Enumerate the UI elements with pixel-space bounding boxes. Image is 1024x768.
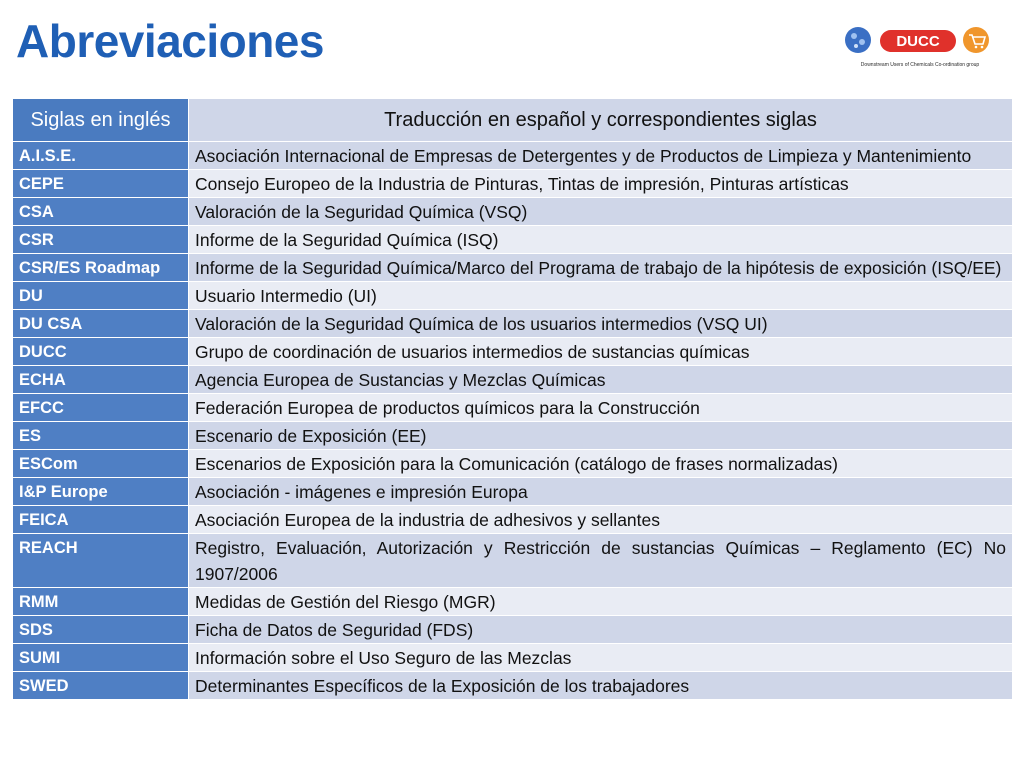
translation-cell: Determinantes Específicos de la Exposición de los trabajadores: [189, 672, 1013, 700]
translation-cell: Ficha de Datos de Seguridad (FDS): [189, 616, 1013, 644]
table-row: [13, 310, 1013, 338]
table-row: [13, 672, 1013, 700]
abbr-cell: REACH: [13, 534, 189, 588]
abbr-cell: EFCC: [13, 394, 189, 422]
translation-cell: Consejo Europeo de la Industria de Pinturas, Tintas de impresión, Pinturas artísticas: [189, 170, 1013, 198]
abbr-cell: SDS: [13, 616, 189, 644]
table-row: [13, 142, 1013, 170]
cart-icon: [963, 27, 989, 53]
table-row: [13, 198, 1013, 226]
abbr-cell: CSA: [13, 198, 189, 226]
translation-cell: Informe de la Seguridad Química/Marco del Programa de trabajo de la hipótesis de exposición (ISQ/EE): [189, 254, 1013, 282]
translation-cell: Asociación Europea de la industria de adhesivos y sellantes: [189, 506, 1013, 534]
translation-cell: Registro, Evaluación, Autorización y Restricción de sustancias Químicas – Reglamento (EC) No 1907/2006: [189, 534, 1013, 588]
table-row: [13, 534, 1013, 588]
ducc-logo: [840, 20, 1000, 72]
abbr-cell: CEPE: [13, 170, 189, 198]
table-row: [13, 422, 1013, 450]
abbr-cell: CSR: [13, 226, 189, 254]
translation-cell: Valoración de la Seguridad Química (VSQ): [189, 198, 1013, 226]
abbr-cell: RMM: [13, 588, 189, 616]
table-header-row: [13, 99, 1013, 142]
translation-cell: Medidas de Gestión del Riesgo (MGR): [189, 588, 1013, 616]
abbr-cell: DU CSA: [13, 310, 189, 338]
abbr-cell: ECHA: [13, 366, 189, 394]
table-row: [13, 282, 1013, 310]
abbr-cell: ESCom: [13, 450, 189, 478]
translation-cell: Asociación - imágenes e impresión Europa: [189, 478, 1013, 506]
table-row: [13, 506, 1013, 534]
translation-cell: Valoración de la Seguridad Química de los usuarios intermedios (VSQ UI): [189, 310, 1013, 338]
table-row: [13, 450, 1013, 478]
translation-cell: Grupo de coordinación de usuarios intermedios de sustancias químicas: [189, 338, 1013, 366]
table-row: [13, 366, 1013, 394]
abbr-cell: DU: [13, 282, 189, 310]
ducc-tagline: Downstream Users of Chemicals Co-ordination group: [860, 62, 980, 68]
translation-cell: Información sobre el Uso Seguro de las Mezclas: [189, 644, 1013, 672]
translation-cell: Informe de la Seguridad Química (ISQ): [189, 226, 1013, 254]
abbr-cell: DUCC: [13, 338, 189, 366]
abbr-cell: FEICA: [13, 506, 189, 534]
table-row: [13, 226, 1013, 254]
translation-cell: Federación Europea de productos químicos para la Construcción: [189, 394, 1013, 422]
abbr-cell: I&P Europe: [13, 478, 189, 506]
table-row: [13, 170, 1013, 198]
page-title: Abreviaciones: [16, 15, 324, 67]
ducc-logo-word: DUCC: [896, 33, 940, 50]
translation-cell: Usuario Intermedio (UI): [189, 282, 1013, 310]
table-row: [13, 338, 1013, 366]
abbreviations-table: [12, 98, 1013, 700]
globe-icon: [845, 27, 871, 53]
header-abbr: Siglas en inglés: [13, 99, 189, 142]
table-row: [13, 588, 1013, 616]
table-row: [13, 254, 1013, 282]
table-row: [13, 394, 1013, 422]
abbr-cell: ES: [13, 422, 189, 450]
translation-cell: Escenario de Exposición (EE): [189, 422, 1013, 450]
header-translation: Traducción en español y correspondientes siglas: [189, 99, 1013, 142]
table-row: [13, 644, 1013, 672]
table-row: [13, 478, 1013, 506]
abbr-cell: SUMI: [13, 644, 189, 672]
table-row: [13, 616, 1013, 644]
translation-cell: Asociación Internacional de Empresas de Detergentes y de Productos de Limpieza y Mantenimiento: [189, 142, 1013, 170]
translation-cell: Escenarios de Exposición para la Comunicación (catálogo de frases normalizadas): [189, 450, 1013, 478]
translation-cell: Agencia Europea de Sustancias y Mezclas Químicas: [189, 366, 1013, 394]
abbr-cell: SWED: [13, 672, 189, 700]
abbr-cell: A.I.S.E.: [13, 142, 189, 170]
abbr-cell: CSR/ES Roadmap: [13, 254, 189, 282]
